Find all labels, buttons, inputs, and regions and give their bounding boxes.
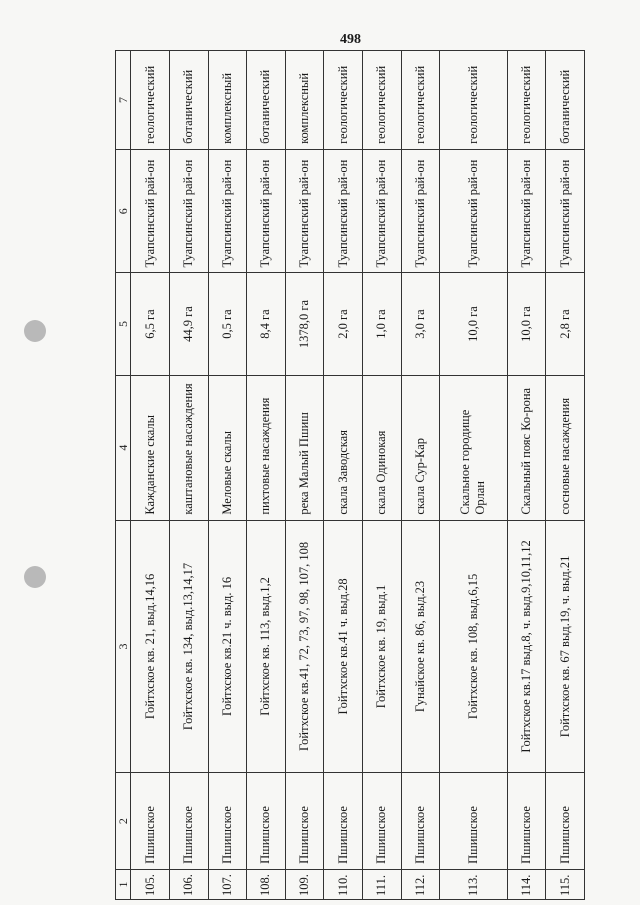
- district-cell: Туапсинский рай-он: [440, 149, 508, 273]
- reserve-type-cell: геологический: [131, 51, 170, 150]
- area-cell: 2,8 га: [546, 273, 585, 375]
- row-number-cell: 112.: [401, 869, 440, 899]
- table-row: [546, 51, 585, 900]
- forestry-name-cell: Пшишское: [362, 773, 401, 870]
- column-header: 1: [116, 869, 131, 899]
- reserve-type-cell: ботанический: [247, 51, 286, 150]
- row-number-cell: 109.: [285, 869, 324, 899]
- forestry-name-cell: Пшишское: [131, 773, 170, 870]
- quarter-allotment-cell: Гойтхское кв. 21, выд.14,16: [131, 520, 170, 773]
- district-cell: Туапсинский рай-он: [324, 149, 363, 273]
- reserve-name-cell: река Малый Пшиш: [285, 375, 324, 520]
- quarter-allotment-cell: Гойтхское кв.41, 72, 73, 97, 98, 107, 108: [285, 520, 324, 773]
- area-cell: 10,0 га: [507, 273, 546, 375]
- row-number-cell: 105.: [131, 869, 170, 899]
- rotated-table-container: [115, 50, 585, 900]
- column-header: 6: [116, 149, 131, 273]
- column-header: 5: [116, 273, 131, 375]
- table-row: [362, 51, 401, 900]
- area-cell: 8,4 га: [247, 273, 286, 375]
- page-number: 498: [340, 32, 361, 47]
- table-row: [401, 51, 440, 900]
- row-number-cell: 115.: [546, 869, 585, 899]
- forestry-name-cell: Пшишское: [169, 773, 208, 870]
- table-row: [131, 51, 170, 900]
- forestry-name-cell: Пшишское: [208, 773, 247, 870]
- reserve-name-cell: каштановые насаждения: [169, 375, 208, 520]
- reserve-name-cell: Скальный пояс Ко-рона: [507, 375, 546, 520]
- area-cell: 6,5 га: [131, 273, 170, 375]
- area-cell: 1378,0 га: [285, 273, 324, 375]
- quarter-allotment-cell: Гойтхское кв. 134, выд.13,14,17: [169, 520, 208, 773]
- quarter-allotment-cell: Гойтхское кв.21 ч. выд. 16: [208, 520, 247, 773]
- column-header: 2: [116, 773, 131, 870]
- reserve-name-cell: пихтовые насаждения: [247, 375, 286, 520]
- district-cell: Туапсинский рай-он: [131, 149, 170, 273]
- punch-hole: [24, 320, 46, 342]
- reserve-type-cell: комплексный: [208, 51, 247, 150]
- row-number-cell: 106.: [169, 869, 208, 899]
- quarter-allotment-cell: Гойтхское кв.17 выд.8, ч. выд.9,10,11,12: [507, 520, 546, 773]
- reserve-type-cell: геологический: [362, 51, 401, 150]
- table-row: [440, 51, 508, 900]
- district-cell: Туапсинский рай-он: [362, 149, 401, 273]
- column-header: 7: [116, 51, 131, 150]
- forestry-name-cell: Пшишское: [247, 773, 286, 870]
- forestry-name-cell: Пшишское: [507, 773, 546, 870]
- district-cell: Туапсинский рай-он: [401, 149, 440, 273]
- column-header: 4: [116, 375, 131, 520]
- forestry-name-cell: Пшишское: [285, 773, 324, 870]
- reserve-type-cell: геологический: [440, 51, 508, 150]
- table-row: [208, 51, 247, 900]
- reserve-type-cell: геологический: [507, 51, 546, 150]
- table-row: [169, 51, 208, 900]
- reserve-name-cell: скала Заводская: [324, 375, 363, 520]
- table-row: [247, 51, 286, 900]
- district-cell: Туапсинский рай-он: [169, 149, 208, 273]
- reserve-type-cell: ботанический: [546, 51, 585, 150]
- forestry-name-cell: Пшишское: [546, 773, 585, 870]
- area-cell: 44,9 га: [169, 273, 208, 375]
- header-row: [116, 51, 131, 900]
- reserve-type-cell: ботанический: [169, 51, 208, 150]
- quarter-allotment-cell: Гунайское кв. 86, выд.23: [401, 520, 440, 773]
- row-number-cell: 107.: [208, 869, 247, 899]
- district-cell: Туапсинский рай-он: [208, 149, 247, 273]
- row-number-cell: 110.: [324, 869, 363, 899]
- quarter-allotment-cell: Гойтхское кв.41 ч. выд.28: [324, 520, 363, 773]
- reserves-table: [115, 50, 585, 900]
- district-cell: Туапсинский рай-он: [507, 149, 546, 273]
- area-cell: 1,0 га: [362, 273, 401, 375]
- area-cell: 0,5 га: [208, 273, 247, 375]
- reserve-name-cell: Меловые скалы: [208, 375, 247, 520]
- quarter-allotment-cell: Гойтхское кв. 108, выд.6,15: [440, 520, 508, 773]
- quarter-allotment-cell: Гойтхское кв. 67 выд.19, ч. выд.21: [546, 520, 585, 773]
- reserve-name-cell: сосновые насаждения: [546, 375, 585, 520]
- reserve-type-cell: геологический: [324, 51, 363, 150]
- district-cell: Туапсинский рай-он: [546, 149, 585, 273]
- table-row: [285, 51, 324, 900]
- reserve-name-cell: Скальное городище Орлан: [440, 375, 508, 520]
- district-cell: Туапсинский рай-он: [285, 149, 324, 273]
- reserve-type-cell: геологический: [401, 51, 440, 150]
- row-number-cell: 108.: [247, 869, 286, 899]
- reserve-name-cell: Кажданские скалы: [131, 375, 170, 520]
- quarter-allotment-cell: Гойтхское кв. 113, выд.1,2: [247, 520, 286, 773]
- area-cell: 3,0 га: [401, 273, 440, 375]
- row-number-cell: 111.: [362, 869, 401, 899]
- forestry-name-cell: Пшишское: [401, 773, 440, 870]
- reserve-type-cell: комплексный: [285, 51, 324, 150]
- row-number-cell: 114.: [507, 869, 546, 899]
- row-number-cell: 113.: [440, 869, 508, 899]
- table-row: [324, 51, 363, 900]
- reserve-name-cell: скала Одинокая: [362, 375, 401, 520]
- column-header: 3: [116, 520, 131, 773]
- district-cell: Туапсинский рай-он: [247, 149, 286, 273]
- reserve-name-cell: скала Сур-Кар: [401, 375, 440, 520]
- area-cell: 10,0 га: [440, 273, 508, 375]
- area-cell: 2,0 га: [324, 273, 363, 375]
- punch-hole: [24, 566, 46, 588]
- table-row: [507, 51, 546, 900]
- forestry-name-cell: Пшишское: [324, 773, 363, 870]
- forestry-name-cell: Пшишское: [440, 773, 508, 870]
- quarter-allotment-cell: Гойтхское кв. 19, выд.1: [362, 520, 401, 773]
